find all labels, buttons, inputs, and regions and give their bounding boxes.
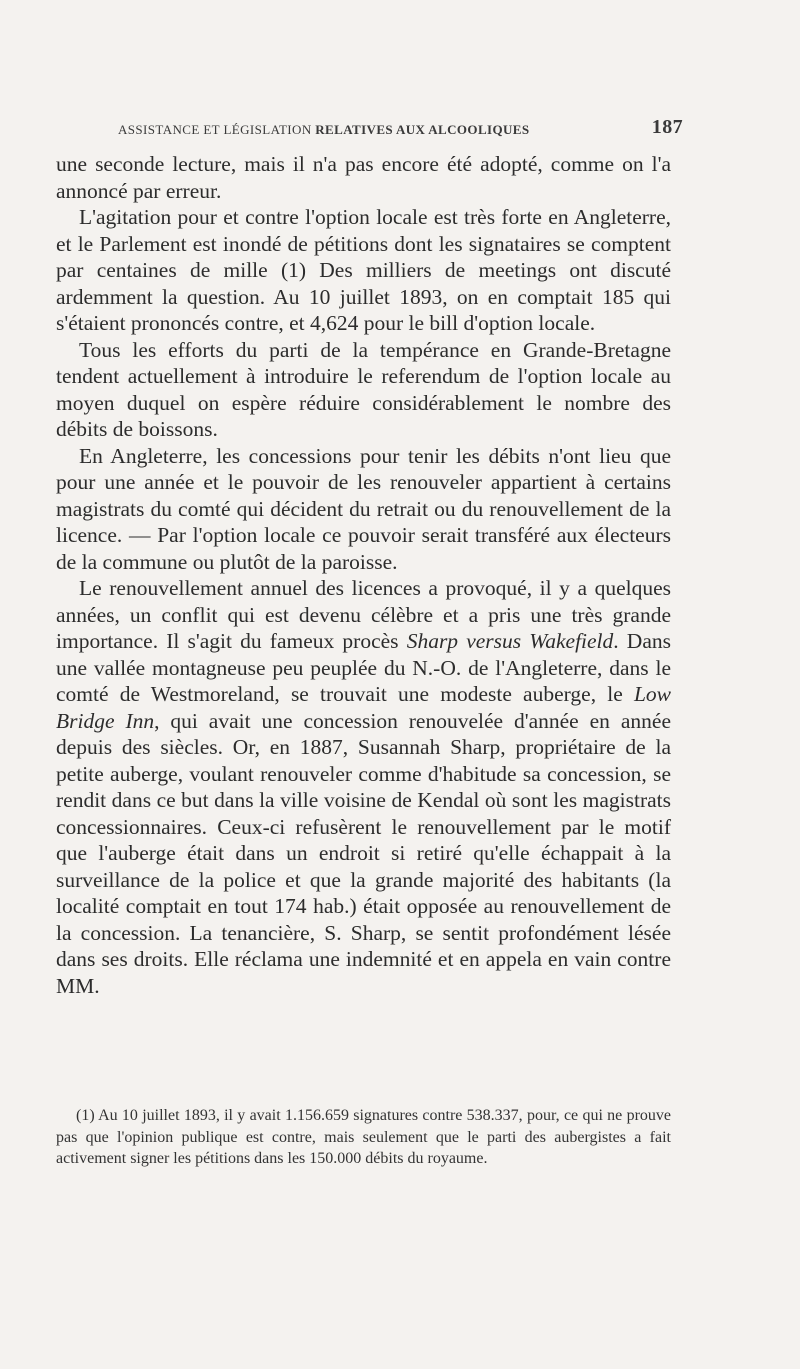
footnote-text: (1) Au 10 juillet 1893, il y avait 1.156.659 signatures contre 538.337, pour, ce qui ne prouve pas que l'opinion publique est contre, mais seulement que le parti des aubergistes a fait activement signer les pétitions dans les 150.000 débits du royaume. <box>56 1107 671 1167</box>
paragraph-text: une seconde lecture, mais il n'a pas encore été adopté, comme on l'a annoncé par erreur. <box>56 152 671 203</box>
running-title <box>118 122 529 138</box>
paragraph-text: L'agitation pour et contre l'option locale est très forte en Angleterre, et le Parlement est inondé de pétitions dont les signataires se comptent par centaines de mille (1) Des milliers de meetings ont discuté ardemment la question. Au 10 juillet 1893, on en comptait 185 qui s'étaient prononcés contre, et 4,624 pour le bill d'option locale. <box>56 205 671 335</box>
page-number: 187 <box>651 116 683 138</box>
running-header <box>118 116 683 144</box>
body-text <box>56 151 671 999</box>
paragraph-sharp-case <box>56 575 671 999</box>
footnote <box>56 1105 671 1170</box>
inn-name-italic: Low Bridge Inn <box>56 682 671 733</box>
paragraph-text: . Dans une vallée montagneuse peu peuplée du N.-O. de l'Angleterre, dans le comté de Westmoreland, se trouvait une modeste auberge, le <box>56 629 671 706</box>
paragraph-text: Tous les efforts du parti de la tempérance en Grande-Bretagne tendent actuellement à introduire le referendum de l'option locale au moyen duquel on espère réduire considérablement le nombre des débits de boissons. <box>56 337 671 441</box>
paragraph-concessions <box>56 443 671 576</box>
running-title-bold: RELATIVES AUX ALCOOLIQUES <box>315 122 530 137</box>
paragraph-agitation <box>56 204 671 337</box>
paragraph-text: , qui avait une concession renouvelée d'année en année depuis des siècles. Or, en 1887, Susannah Sharp, propriétaire de la petite auberge, voulant renouveler comme d'habitude sa concession, se rendit dans ce but dans la ville voisine de Kendal où sont les magistrats concessionnaires. Ceux-ci refusèrent le renouvellement par le motif que l'auberge était dans un endroit si retiré qu'elle échappait à la surveillance de la police et que la grande majorité des habitants (la localité comptait en tout 174 hab.) était opposée au renouvellement de la concession. La tenancière, S. Sharp, se sentit profondément lésée dans ses droits. Elle réclama une indemnité et en appela en vain contre MM. <box>56 708 671 998</box>
paragraph-temperance <box>56 337 671 443</box>
running-title-normal: ASSISTANCE ET LÉGISLATION <box>118 122 316 137</box>
paragraph-continuation <box>56 151 671 204</box>
paragraph-text: Le renouvellement annuel des licences a provoqué, il y a quelques années, un conflit qui est devenu célèbre et a pris une très grande importance. Il s'agit du fameux procès <box>56 576 671 653</box>
paragraph-text: En Angleterre, les concessions pour tenir les débits n'ont lieu que pour une année et le pouvoir de les renouveler appartient à certains magistrats du comté qui décident du retrait ou du renouvellement de la licence. — Par l'option locale ce pouvoir serait transféré aux électeurs de la commune ou plutôt de la paroisse. <box>56 443 671 574</box>
case-title-italic: Sharp versus Wakefield <box>406 629 614 653</box>
